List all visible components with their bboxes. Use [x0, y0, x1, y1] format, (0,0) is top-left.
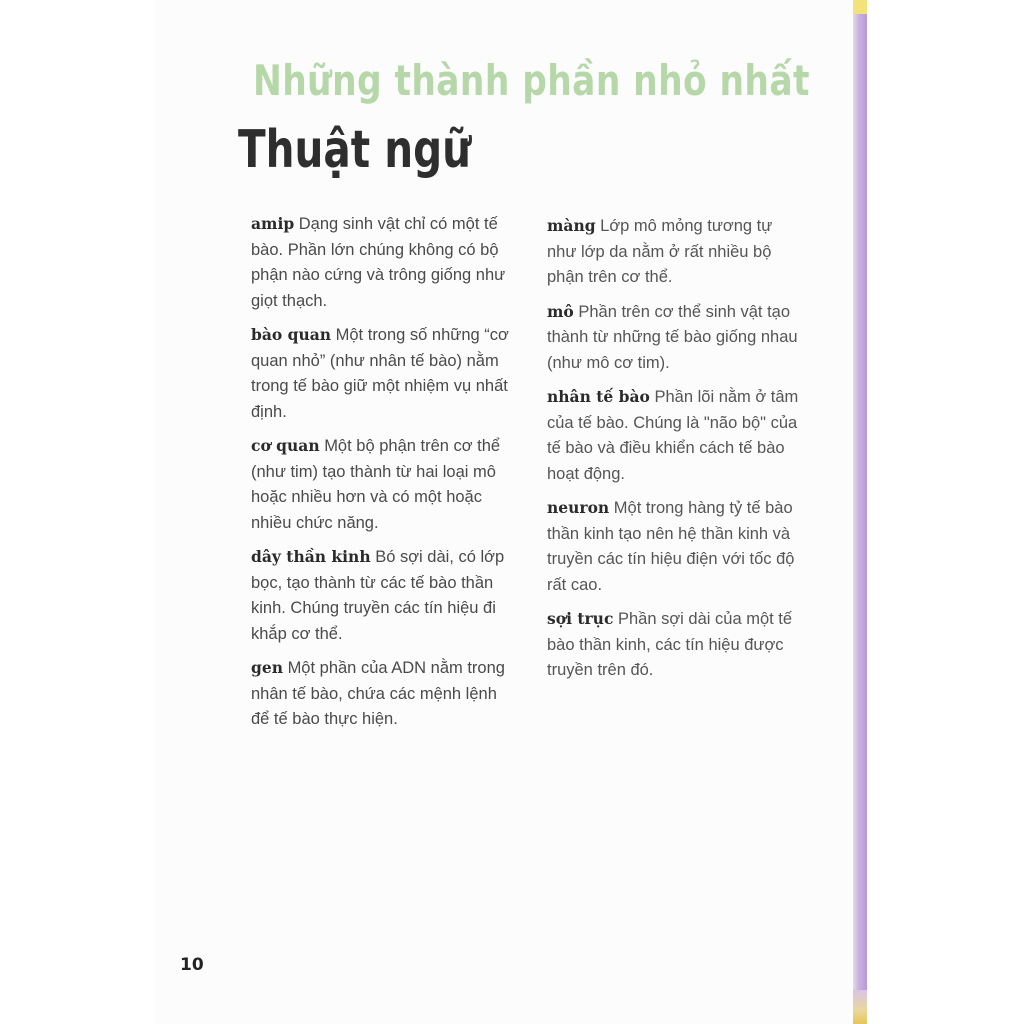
- book-cover-corner-top: [853, 0, 867, 14]
- glossary-definition: Dạng sinh vật chỉ có một tế bào. Phần lớn chúng không có bộ phận nào cứng và trông giống như giọt thạch.: [251, 215, 506, 310]
- glossary-column-right: [547, 213, 805, 692]
- glossary-definition: Phần sợi dài của một tế bào thần kinh, các tín hiệu được truyền trên đó.: [547, 610, 793, 679]
- glossary-definition: Một phần của ADN nằm trong nhân tế bào, chứa các mệnh lệnh để tế bào thực hiện.: [251, 659, 505, 728]
- glossary-entry: [251, 544, 519, 647]
- glossary-entry: [251, 655, 519, 733]
- glossary-entry: [547, 384, 805, 487]
- glossary-entry: [251, 211, 519, 314]
- glossary-term: gen: [251, 658, 283, 677]
- glossary-definition: Một bộ phận trên cơ thể (như tim) tạo thành từ hai loại mô hoặc nhiều hơn và có một hoặc nhiều chức năng.: [251, 437, 501, 532]
- glossary-term: amip: [251, 214, 295, 233]
- glossary-term: dây thần kinh: [251, 547, 371, 566]
- glossary-definition: Phần trên cơ thể sinh vật tạo thành từ những tế bào giống nhau (như mô cơ tim).: [547, 302, 798, 372]
- glossary-definition: Bó sợi dài, có lớp bọc, tạo thành từ các tế bào thần kinh. Chúng truyền các tín hiệu đi khắp cơ thể.: [251, 548, 505, 643]
- glossary-column-left: [251, 211, 519, 741]
- glossary-term: sợi trục: [547, 609, 614, 628]
- glossary-definition: Một trong số những “cơ quan nhỏ” (như nhân tế bào) nằm trong tế bào giữ một nhiệm vụ nhất định.: [251, 326, 509, 421]
- glossary-term: mô: [547, 301, 574, 321]
- glossary-term: neuron: [547, 498, 610, 517]
- glossary-term: màng: [547, 216, 596, 235]
- book-cover-corner-bottom: [853, 990, 867, 1024]
- glossary-entry: [547, 213, 805, 291]
- book-page-edge: [853, 0, 867, 1024]
- glossary-entry: [547, 299, 805, 377]
- glossary-entry: [547, 495, 805, 598]
- glossary-definition: Một trong hàng tỷ tế bào thần kinh tạo nên hệ thần kinh và truyền các tín hiệu điện với tốc độ rất cao.: [547, 499, 795, 594]
- glossary-entry: [251, 322, 519, 425]
- glossary-entry: [251, 433, 519, 536]
- glossary-definition: Phần lõi nằm ở tâm của tế bào. Chúng là "não bộ" của tế bào và điều khiển cách tế bào hoạt động.: [547, 388, 799, 483]
- glossary-definition: Lớp mô mỏng tương tự như lớp da nằm ở rất nhiều bộ phận trên cơ thể.: [547, 217, 773, 286]
- page-number: 10: [180, 955, 204, 975]
- glossary-term: cơ quan: [251, 436, 320, 455]
- glossary-entry: [547, 606, 805, 684]
- chapter-subtitle: Những thành phần nhỏ nhất: [253, 56, 810, 105]
- glossary-term: bào quan: [251, 325, 332, 344]
- glossary-term: nhân tế bào: [547, 387, 650, 406]
- page-title: Thuật ngữ: [238, 120, 472, 180]
